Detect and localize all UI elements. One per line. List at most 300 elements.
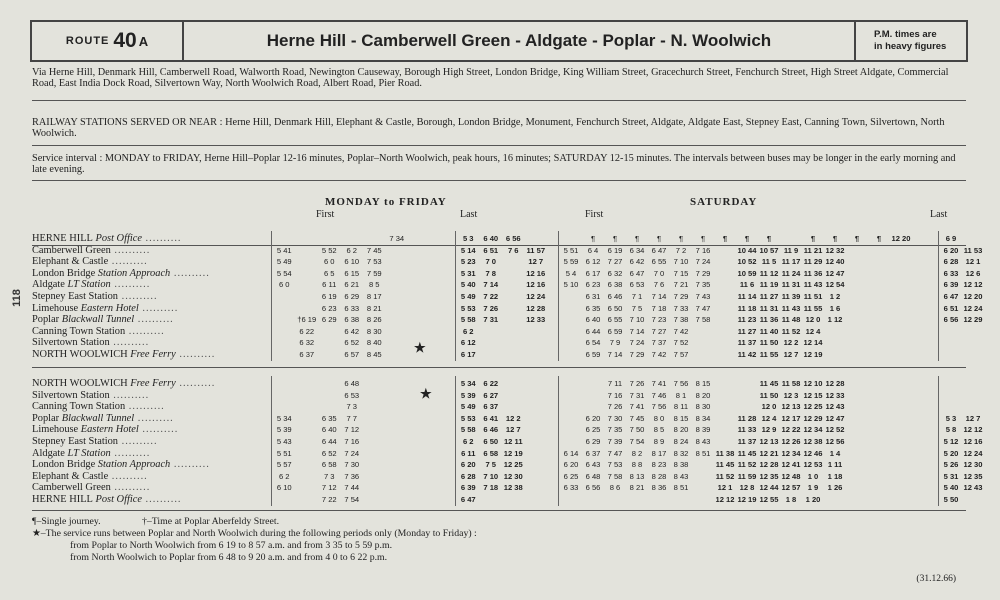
stop-qualifier: Eastern Hotel <box>78 424 139 436</box>
time-cell: 7 30 <box>607 413 623 423</box>
time-cell: 12 53 <box>803 460 823 470</box>
time-cell: 6 35 <box>585 303 601 313</box>
stop-name-text: Stepney East Station <box>32 291 119 302</box>
stop-name-text: NORTH WOOLWICH <box>32 378 128 389</box>
time-cell: 5 49 <box>460 292 476 301</box>
stop-name <box>32 413 272 425</box>
time-cell: 12 35 <box>759 471 779 481</box>
footnote-poplar: †–Time at Poplar Aberfeldy Street. <box>142 516 280 527</box>
time-cell: 11 50 <box>759 338 779 348</box>
time-cell: 6 56 <box>505 234 521 243</box>
dot-leader: .......... <box>134 314 174 326</box>
time-cell: 11 27 <box>759 292 779 301</box>
time-cell: 11 45 <box>715 460 735 470</box>
stop-name <box>32 482 272 494</box>
time-cell: 7 5 <box>631 303 643 313</box>
time-cell: 11 48 <box>781 315 801 325</box>
time-cell: 1 12 <box>827 315 843 325</box>
time-cell: ¶ <box>766 234 772 243</box>
time-cell: 8 21 <box>366 303 382 313</box>
time-cell: 5 58 <box>460 315 476 325</box>
time-cell: 6 11 <box>461 448 476 458</box>
time-cell: 6 23 <box>585 280 601 290</box>
time-cell: 11 50 <box>759 390 779 400</box>
time-cell: 7 10 <box>673 257 689 267</box>
time-cell: 7 6 <box>653 280 665 290</box>
time-cell: 7 14 <box>483 280 499 290</box>
via-text: Via Herne Hill, Denmark Hill, Camberwell Road, Walworth Road, Newington Causeway, Borough High Street, London Bridge, King William Street, Gracechurch Street, Fenchurch Street, High Street Aldgate, Commercial Road, East India Dock Road, Silvertown Way, North Woolwich Road, Albert Road, Pier Road. <box>32 67 949 90</box>
time-cell: 12 16 <box>526 280 546 290</box>
stop-name <box>32 233 272 245</box>
time-cell: 5 53 <box>460 303 476 313</box>
route-box <box>32 22 184 60</box>
time-cell: 6 14 <box>563 448 579 458</box>
time-cell: 1 4 <box>829 448 841 458</box>
time-cell: 8 20 <box>673 425 689 435</box>
time-cell: 12 1 <box>717 483 733 493</box>
time-cell: 12 9 <box>761 425 777 435</box>
time-cell: 6 43 <box>585 460 601 470</box>
time-cell: 11 28 <box>737 413 757 423</box>
time-cell: 1 26 <box>827 483 843 493</box>
time-cell: 8 23 <box>651 460 667 470</box>
time-cell: ¶ <box>678 234 684 243</box>
dot-leader: .......... <box>175 349 216 360</box>
time-cell: 12 4 <box>805 326 821 336</box>
stop-qualifier: Station Approach <box>95 459 171 471</box>
time-cell: 12 40 <box>825 257 845 267</box>
time-cell: 7 0 <box>653 268 665 278</box>
stop-name-text: Aldgate <box>32 279 65 291</box>
time-cell: 6 20 <box>460 460 476 470</box>
route-label: ROUTE <box>65 35 110 47</box>
time-cell: 7 24 <box>344 448 360 458</box>
time-cell: 10 44 <box>737 245 757 255</box>
time-cell: 7 50 <box>629 425 645 435</box>
time-cell: 5 51 <box>563 245 579 255</box>
time-cell: 10 59 <box>737 268 757 278</box>
time-cell: 11 58 <box>781 379 801 388</box>
time-cell: 12 24 <box>963 448 983 458</box>
railway-stations <box>32 117 966 139</box>
time-cell: 7 31 <box>629 390 645 400</box>
time-cell: 7 14 <box>629 326 645 336</box>
time-cell: 12 29 <box>803 413 823 423</box>
stop-qualifier: Station Approach <box>95 267 171 279</box>
time-cell: 6 54 <box>585 338 601 348</box>
divider <box>32 367 966 368</box>
time-cell: 10 57 <box>759 245 779 255</box>
time-cell: 7 56 <box>651 402 667 412</box>
time-cell: 12 3 <box>783 390 799 400</box>
column-rule <box>455 376 456 506</box>
column-rule <box>271 376 272 506</box>
time-cell: 5 20 <box>943 448 959 458</box>
dot-leader: .......... <box>141 233 182 244</box>
column-rule <box>455 231 456 361</box>
time-cell: 12 2 <box>505 413 521 423</box>
time-cell: 7 14 <box>607 350 623 359</box>
pm-note-line1: P.M. times are <box>874 29 937 40</box>
time-cell: 6 12 <box>585 257 601 267</box>
column-rule <box>938 376 939 506</box>
time-cell: 6 40 <box>585 315 601 325</box>
time-cell: 12 32 <box>825 245 845 255</box>
dot-leader: .......... <box>108 470 148 482</box>
stop-qualifier: Post Office <box>92 494 142 505</box>
time-cell: 12 13 <box>781 402 801 412</box>
time-cell: 7 38 <box>673 315 689 325</box>
time-cell: 7 34 <box>389 234 405 243</box>
time-cell: 5 3 <box>945 413 957 423</box>
time-cell: 7 47 <box>695 303 711 313</box>
dot-leader: .......... <box>170 267 210 279</box>
dot-leader: .......... <box>125 401 165 413</box>
stop-name-text: Elephant & Castle <box>32 470 109 482</box>
time-cell: 11 19 <box>759 280 779 290</box>
time-cell: 12 20 <box>963 292 983 301</box>
time-cell: 6 0 <box>323 257 335 267</box>
time-cell: 12 7 <box>965 413 981 423</box>
time-cell: 12 8 <box>739 483 755 493</box>
dot-leader: .......... <box>138 302 179 314</box>
time-cell: 7 9 <box>609 338 621 348</box>
time-cell: 12 43 <box>825 402 845 412</box>
time-cell: 12 15 <box>803 390 823 400</box>
stop-qualifier: Free Ferry <box>127 378 176 389</box>
time-cell: 12 30 <box>963 460 983 470</box>
time-cell: 12 12 <box>963 280 983 290</box>
time-cell: 6 5 <box>323 268 335 278</box>
time-cell: 6 56 <box>585 483 601 493</box>
stop-qualifier: Free Ferry <box>127 349 176 360</box>
time-cell: 7 56 <box>673 379 689 388</box>
time-cell: 8 45 <box>366 350 382 359</box>
stop-qualifier: Post Office <box>92 233 142 244</box>
time-cell: 5 49 <box>276 257 292 267</box>
time-cell: 7 6 <box>507 245 519 255</box>
time-cell: 5 51 <box>276 448 292 458</box>
time-cell: 11 55 <box>759 350 779 359</box>
time-cell: 6 17 <box>460 350 476 359</box>
time-cell: 8 5 <box>653 425 665 435</box>
time-cell: 5 41 <box>276 245 292 255</box>
time-cell: 11 6 <box>739 280 755 290</box>
time-cell: 7 29 <box>673 292 689 301</box>
time-cell: 12 7 <box>505 425 521 435</box>
time-cell: 6 41 <box>483 413 499 423</box>
time-cell: 6 37 <box>299 350 315 359</box>
time-cell: 7 16 <box>607 390 623 400</box>
time-cell: 5 43 <box>276 437 292 446</box>
stop-name <box>32 494 272 506</box>
time-cell: 6 53 <box>344 390 360 400</box>
stop-name-text: Limehouse <box>32 424 79 436</box>
time-cell: 1 8 <box>785 495 797 504</box>
time-cell: 11 12 <box>759 268 779 278</box>
time-cell: 7 24 <box>695 257 711 267</box>
time-cell: 12 29 <box>963 315 983 325</box>
time-cell: 6 38 <box>344 315 360 325</box>
stop-name-text: HERNE HILL <box>32 494 93 505</box>
time-cell: 7 37 <box>651 338 667 348</box>
column-rule <box>558 231 559 361</box>
stop-qualifier: LT Station <box>64 279 111 291</box>
time-cell: 7 16 <box>695 245 711 255</box>
time-cell: 5 40 <box>460 280 476 290</box>
time-cell: 12 41 <box>781 460 801 470</box>
time-cell: 7 29 <box>629 350 645 359</box>
time-cell: 5 39 <box>460 390 476 400</box>
time-cell: 8 0 <box>653 413 665 423</box>
time-cell: 7 43 <box>695 292 711 301</box>
time-cell: 7 35 <box>607 425 623 435</box>
time-cell: 8 1 <box>675 390 687 400</box>
time-cell: 6 48 <box>585 471 601 481</box>
time-cell: 5 57 <box>276 460 292 470</box>
time-cell: 7 42 <box>651 350 667 359</box>
time-cell: 11 59 <box>737 471 757 481</box>
time-cell: 5 54 <box>276 268 292 278</box>
time-cell: 11 21 <box>803 245 823 255</box>
dot-leader: .......... <box>110 279 151 291</box>
time-cell: 7 33 <box>673 303 689 313</box>
time-cell: 7 21 <box>673 280 689 290</box>
dot-leader: .......... <box>110 447 151 459</box>
divider <box>32 100 966 101</box>
time-cell: 5 10 <box>563 280 579 290</box>
stop-name <box>32 337 272 349</box>
time-cell: 6 23 <box>321 303 337 313</box>
time-cell: 11 29 <box>803 257 823 267</box>
time-cell: 5 14 <box>460 245 476 255</box>
time-cell: 12 10 <box>803 379 823 388</box>
mf-first-heading: First <box>316 209 335 220</box>
time-cell: 6 37 <box>585 448 601 458</box>
stop-name <box>32 459 272 471</box>
stop-qualifier: LT Station <box>64 447 111 459</box>
time-cell: 8 20 <box>695 390 711 400</box>
time-cell: 12 20 <box>891 234 911 243</box>
time-cell: 7 24 <box>629 338 645 348</box>
time-cell: 11 51 <box>803 292 823 301</box>
time-cell: 1 18 <box>827 471 843 481</box>
time-cell: 7 26 <box>483 303 499 313</box>
time-cell: 7 47 <box>607 448 623 458</box>
time-cell: ¶ <box>854 234 860 243</box>
time-cell: 7 18 <box>483 483 499 493</box>
time-cell: †6 19 <box>297 315 317 325</box>
footnote-star-1: ★–The service runs between Poplar and North Woolwich during the following periods only (Monday to Friday) : <box>32 528 477 539</box>
time-cell: 6 39 <box>460 483 476 493</box>
time-cell: 7 35 <box>695 280 711 290</box>
time-cell: 11 9 <box>783 245 799 255</box>
time-cell: 6 58 <box>321 460 337 470</box>
sat-last-heading: Last <box>930 209 948 220</box>
time-cell: 7 27 <box>651 326 667 336</box>
stop-name-text: Camberwell Green <box>32 482 111 494</box>
time-cell: 12 17 <box>781 413 801 423</box>
time-cell: 6 32 <box>299 338 315 348</box>
time-cell: 11 18 <box>737 303 757 313</box>
time-cell: 12 13 <box>759 437 779 446</box>
time-cell: 12 35 <box>963 471 983 481</box>
time-cell: 12 11 <box>503 437 523 446</box>
time-cell: 12 48 <box>781 471 801 481</box>
pm-note-line2: in heavy figures <box>874 41 947 52</box>
time-cell: 7 39 <box>607 437 623 446</box>
dot-leader: .......... <box>109 389 150 401</box>
divider <box>32 180 966 181</box>
dot-leader: .......... <box>125 325 165 337</box>
time-cell: 12 28 <box>825 379 845 388</box>
time-cell: 7 29 <box>695 268 711 278</box>
divider <box>32 510 966 511</box>
stop-name-text: HERNE HILL <box>32 233 93 244</box>
time-cell: 7 45 <box>366 245 382 255</box>
time-cell: 8 6 <box>609 483 621 493</box>
time-cell: 11 39 <box>781 292 801 301</box>
time-cell: 6 31 <box>585 292 601 301</box>
time-cell: 12 2 <box>783 338 799 348</box>
route-header <box>30 20 968 62</box>
time-cell: 12 38 <box>503 483 523 493</box>
time-cell: 6 9 <box>945 234 957 243</box>
time-cell: 7 10 <box>483 471 499 481</box>
stop-name <box>32 471 272 483</box>
time-cell: 12 26 <box>781 437 801 446</box>
time-cell: ¶ <box>656 234 662 243</box>
time-cell: 7 23 <box>651 315 667 325</box>
time-cell: 7 7 <box>346 413 358 423</box>
time-cell: 6 19 <box>607 245 623 255</box>
dot-leader: .......... <box>110 482 151 494</box>
time-cell: 11 33 <box>737 425 757 435</box>
time-cell: 7 27 <box>607 257 623 267</box>
dot-leader: .......... <box>110 244 151 256</box>
time-cell: ¶ <box>590 234 596 243</box>
time-cell: 1 11 <box>827 460 843 470</box>
time-cell: 8 15 <box>673 413 689 423</box>
time-cell: 11 5 <box>761 257 777 267</box>
dot-leader: .......... <box>138 424 179 436</box>
mf-last-heading: Last <box>460 209 478 220</box>
time-cell: 12 19 <box>803 350 823 359</box>
dot-leader: .......... <box>118 291 158 302</box>
time-cell: 6 33 <box>943 268 959 278</box>
dot-leader: .......... <box>141 494 182 505</box>
time-cell: 7 26 <box>629 379 645 388</box>
stop-qualifier: Blackwall Tunnel <box>59 412 135 424</box>
time-cell: 11 37 <box>737 338 757 348</box>
time-cell: 6 46 <box>607 292 623 301</box>
time-cell: 5 39 <box>276 425 292 435</box>
time-cell: ¶ <box>832 234 838 243</box>
time-cell: 6 50 <box>483 437 499 446</box>
time-cell: 7 52 <box>673 338 689 348</box>
time-cell: 6 29 <box>585 437 601 446</box>
time-cell: 8 15 <box>695 379 711 388</box>
time-cell: 6 2 <box>278 471 290 481</box>
time-cell: ¶ <box>612 234 618 243</box>
time-cell: 11 42 <box>737 350 757 359</box>
mon-fri-heading: MONDAY to FRIDAY <box>325 196 447 208</box>
time-cell: 6 59 <box>585 350 601 359</box>
time-cell: 7 12 <box>321 483 337 493</box>
time-cell: 6 32 <box>607 268 623 278</box>
dot-leader: .......... <box>118 436 158 447</box>
stop-name-text: Poplar <box>32 314 60 326</box>
stop-name <box>32 424 272 436</box>
stop-name <box>32 314 272 326</box>
time-cell: 1 0 <box>807 471 819 481</box>
time-cell: 6 35 <box>321 413 337 423</box>
time-cell: 7 22 <box>321 495 337 504</box>
time-cell: 10 52 <box>737 257 757 267</box>
time-cell: 7 54 <box>344 495 360 504</box>
time-cell: 8 40 <box>366 338 382 348</box>
time-cell: 12 33 <box>526 315 546 325</box>
time-cell: 12 0 <box>805 315 821 325</box>
time-cell: 7 15 <box>673 268 689 278</box>
time-cell: 12 24 <box>526 292 546 301</box>
time-cell: 7 45 <box>629 413 645 423</box>
stop-name <box>32 268 272 280</box>
time-cell: 6 37 <box>483 402 499 412</box>
time-cell: 6 51 <box>943 303 959 313</box>
time-cell: 6 29 <box>321 315 337 325</box>
time-cell: 6 20 <box>943 245 959 255</box>
time-cell: 8 17 <box>366 292 382 301</box>
time-cell: 6 34 <box>629 245 645 255</box>
time-cell: 8 43 <box>673 471 689 481</box>
time-cell: 6 42 <box>629 257 645 267</box>
stop-name-text: London Bridge <box>32 267 96 279</box>
time-cell: 5 31 <box>460 268 476 278</box>
stop-name-text: Stepney East Station <box>32 436 119 447</box>
stop-name <box>32 256 272 268</box>
time-cell: ¶ <box>744 234 750 243</box>
time-cell: ¶ <box>876 234 882 243</box>
time-cell: 7 3 <box>346 402 358 412</box>
stop-name <box>32 401 272 413</box>
time-cell: 8 24 <box>673 437 689 446</box>
time-cell: 1 9 <box>807 483 819 493</box>
time-cell: 6 20 <box>585 413 601 423</box>
footnote-single: ¶–Single journey. <box>32 516 101 527</box>
saturday-heading: SATURDAY <box>690 196 758 208</box>
time-cell: 12 34 <box>803 425 823 435</box>
star-mark-outbound: ★ <box>414 340 426 355</box>
time-cell: 8 11 <box>673 402 689 412</box>
time-cell: 12 16 <box>963 437 983 446</box>
time-cell: 7 30 <box>344 460 360 470</box>
time-cell: 6 22 <box>483 379 499 388</box>
time-cell: 7 44 <box>344 483 360 493</box>
stop-name <box>32 291 272 303</box>
time-cell: 11 36 <box>803 268 823 278</box>
stop-name-text: Limehouse <box>32 302 79 314</box>
time-cell: 6 55 <box>607 315 623 325</box>
time-cell: 6 44 <box>585 326 601 336</box>
time-cell: 12 19 <box>503 448 523 458</box>
time-cell: 8 51 <box>695 448 711 458</box>
time-cell: 5 31 <box>943 471 959 481</box>
time-cell: 11 53 <box>963 245 983 255</box>
stop-name-text: Silvertown Station <box>32 337 110 349</box>
time-cell: 7 59 <box>366 268 382 278</box>
time-cell: 11 43 <box>803 280 823 290</box>
